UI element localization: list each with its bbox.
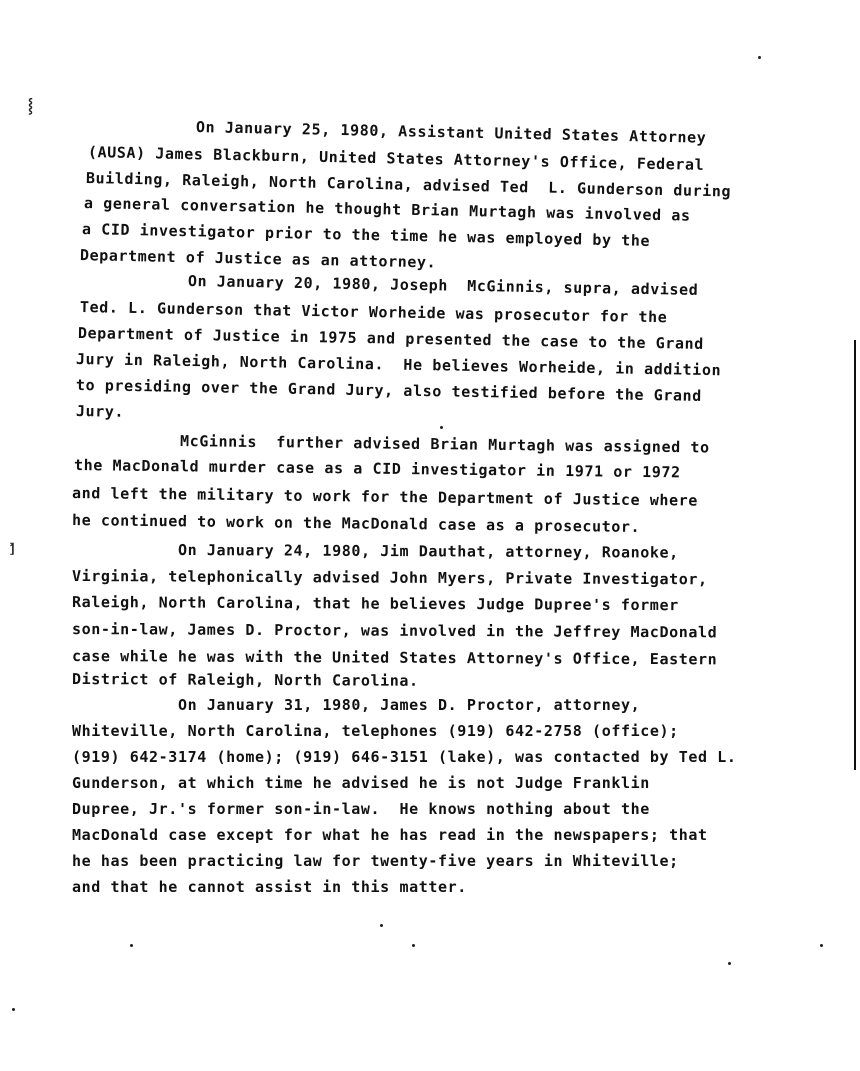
text-line: On January 24, 1980, Jim Dauthat, attorney, Roanoke,: [177, 541, 679, 562]
text-line: case while he was with the United States Attorney's Office, Eastern: [71, 647, 718, 669]
text-line: Building, Raleigh, North Carolina, advised Ted L. Gunderson during: [85, 169, 732, 201]
scan-artifact-mark: ⦐: [10, 540, 15, 556]
text-line: Raleigh, North Carolina, that he believes Judge Dupree's former: [71, 593, 679, 615]
text-line: On January 25, 1980, Assistant United States Attorney: [195, 118, 707, 147]
text-line: (919) 642-3174 (home); (919) 646-3151 (lake), was contacted by Ted L.: [72, 748, 737, 766]
text-line: On January 31, 1980, James D. Proctor, attorney,: [178, 696, 641, 714]
text-line: son-in-law, James D. Proctor, was involved in the Jeffrey MacDonald: [71, 620, 718, 642]
text-line: District of Raleigh, North Carolina.: [71, 670, 419, 690]
text-line: the MacDonald murder case as a CID investigator in 1971 or 1972: [73, 456, 681, 482]
text-line: Virginia, telephonically advised John Myers, Private Investigator,: [71, 567, 708, 589]
text-line: Ted. L. Gunderson that Victor Worheide was prosecutor for the: [79, 298, 668, 327]
text-line: On January 20, 1980, Joseph McGinnis, supra, advised: [187, 272, 699, 299]
text-line: McGinnis further advised Brian Murtagh was assigned to: [179, 432, 710, 457]
text-line: Department of Justice in 1975 and presented the case to the Grand: [77, 324, 705, 353]
text-line: Jury in Raleigh, North Carolina. He believes Worheide, in addition: [75, 350, 722, 380]
text-line: and that he cannot assist in this matter.: [72, 878, 467, 896]
text-line: he continued to work on the MacDonald case as a prosecutor.: [71, 511, 641, 536]
text-line: and left the military to work for the Department of Justice where: [71, 484, 699, 510]
text-line: Gunderson, at which time he advised he is not Judge Franklin: [72, 774, 650, 792]
text-line: Whiteville, North Carolina, telephones (919) 642-2758 (office);: [72, 722, 679, 740]
text-line: he has been practicing law for twenty-five years in Whiteville;: [72, 852, 679, 870]
text-line: Dupree, Jr.'s former son-in-law. He knows nothing about the: [72, 800, 650, 818]
text-line: (AUSA) James Blackburn, United States Attorney's Office, Federal: [87, 143, 705, 174]
scan-artifact-mark: ⸾: [28, 98, 34, 114]
text-line: a general conversation he thought Brian Murtagh was involved as: [83, 194, 691, 225]
text-line: to presiding over the Grand Jury, also testified before the Grand: [75, 376, 703, 405]
text-line: MacDonald case except for what he has read in the newspapers; that: [72, 826, 708, 844]
text-line: Jury.: [75, 402, 125, 421]
text-line: a CID investigator prior to the time he was employed by the: [81, 220, 651, 250]
text-line: Department of Justice as an attorney.: [79, 246, 437, 272]
